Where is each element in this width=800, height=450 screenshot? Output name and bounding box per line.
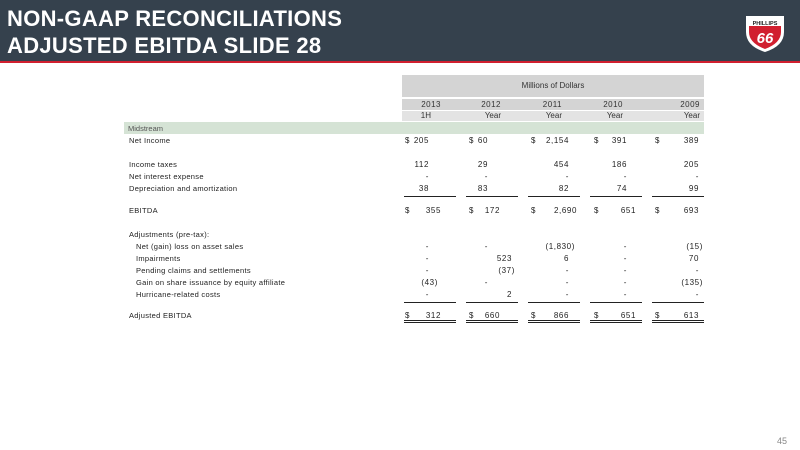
dollar-sign: $	[531, 311, 536, 320]
table-cell: (15)	[686, 242, 703, 251]
table-cell: 38	[418, 184, 429, 193]
total-double-rule	[528, 320, 580, 323]
dollar-sign: $	[655, 136, 660, 145]
table-cell: 172	[484, 206, 500, 215]
table-cell: 389	[683, 136, 699, 145]
table-cell: 613	[683, 311, 699, 320]
dollar-sign: $	[469, 206, 474, 215]
row-label: Depreciation and amortization	[129, 184, 238, 193]
table-cell: -	[565, 278, 569, 287]
row-label: Net (gain) loss on asset sales	[136, 242, 244, 251]
table-cell: 83	[477, 184, 488, 193]
period-header: Year	[484, 111, 501, 120]
subtotal-rule	[528, 196, 580, 197]
period-header: Year	[606, 111, 623, 120]
year-header: 2011	[542, 100, 562, 109]
subtotal-rule	[590, 196, 642, 197]
row-label: Net Income	[129, 136, 171, 145]
dollar-sign: $	[469, 311, 474, 320]
period-header: 1H	[420, 111, 431, 120]
dollar-sign: $	[405, 311, 410, 320]
total-double-rule	[466, 320, 518, 323]
table-cell: 70	[688, 254, 699, 263]
table-cell: 205	[683, 160, 699, 169]
table-cell: (43)	[421, 278, 438, 287]
page-number: 45	[777, 436, 788, 446]
table-cell: -	[565, 290, 569, 299]
table-cell: 312	[425, 311, 441, 320]
subtotal-rule	[466, 302, 518, 303]
table-cell: -	[425, 242, 429, 251]
dollar-sign: $	[655, 311, 660, 320]
year-header: 2010	[603, 100, 623, 109]
dollar-sign: $	[405, 206, 410, 215]
table-cell: 454	[553, 160, 569, 169]
subtotal-rule	[528, 302, 580, 303]
slide-title-line1: NON-GAAP RECONCILIATIONS	[7, 6, 343, 31]
section-band	[124, 122, 704, 134]
slide-title-line2: ADJUSTED EBITDA SLIDE 28	[7, 33, 322, 58]
period-header: Year	[683, 111, 700, 120]
subtotal-rule	[404, 302, 456, 303]
table-cell: -	[695, 172, 699, 181]
table-cell: 651	[620, 311, 636, 320]
table-cell: -	[623, 290, 627, 299]
logo-text-66: 66	[756, 30, 774, 47]
table-cell: 693	[683, 206, 699, 215]
table-cell: 866	[553, 311, 569, 320]
table-cell: -	[425, 172, 429, 181]
logo-text-phillips: PHILLIPS	[752, 21, 778, 27]
header-divider	[0, 61, 800, 63]
table-cell: (1,830)	[545, 242, 575, 251]
table-cell: -	[484, 172, 488, 181]
table-cell: 391	[611, 136, 627, 145]
table-cell: 186	[611, 160, 627, 169]
table-cell: 99	[688, 184, 699, 193]
subtotal-rule	[652, 196, 704, 197]
row-label: EBITDA	[129, 206, 158, 215]
total-double-rule	[652, 320, 704, 323]
table-cell: -	[623, 242, 627, 251]
table-cell: -	[484, 242, 488, 251]
table-cell: 74	[616, 184, 627, 193]
table-cell: 651	[620, 206, 636, 215]
total-double-rule	[404, 320, 456, 323]
dollar-sign: $	[531, 136, 536, 145]
dollar-sign: $	[594, 136, 599, 145]
table-cell: 6	[563, 254, 569, 263]
table-cell: 2,154	[545, 136, 569, 145]
table-cell: -	[623, 266, 627, 275]
dollar-sign: $	[655, 206, 660, 215]
table-cell: 205	[413, 136, 429, 145]
table-cell: (135)	[681, 278, 703, 287]
period-header: Year	[545, 111, 562, 120]
table-cell: -	[425, 290, 429, 299]
units-header: Millions of Dollars	[402, 75, 704, 97]
year-header: 2012	[481, 100, 501, 109]
table-cell: -	[623, 254, 627, 263]
row-label: Income taxes	[129, 160, 178, 169]
table-cell: -	[623, 278, 627, 287]
total-double-rule	[590, 320, 642, 323]
dollar-sign: $	[469, 136, 474, 145]
dollar-sign: $	[594, 311, 599, 320]
row-label: Pending claims and settlements	[136, 266, 251, 275]
table-cell: -	[565, 172, 569, 181]
row-label: Adjusted EBITDA	[129, 311, 192, 320]
year-header: 2013	[421, 100, 441, 109]
table-cell: 112	[414, 160, 429, 169]
table-cell: -	[484, 278, 488, 287]
table-cell: 2	[506, 290, 512, 299]
table-cell: 29	[477, 160, 488, 169]
section-label: Midstream	[128, 124, 164, 133]
table-cell: -	[623, 172, 627, 181]
table-cell: (37)	[498, 266, 515, 275]
table-cell: -	[695, 266, 699, 275]
row-label: Gain on share issuance by equity affiliate	[136, 278, 286, 287]
table-cell: 60	[477, 136, 488, 145]
row-label: Hurricane-related costs	[136, 290, 221, 299]
table-cell: 355	[425, 206, 441, 215]
phillips66-logo	[742, 12, 788, 54]
table-cell: -	[695, 290, 699, 299]
row-label: Net interest expense	[129, 172, 204, 181]
table-cell: -	[565, 266, 569, 275]
subtotal-rule	[404, 196, 456, 197]
table-cell: 523	[496, 254, 512, 263]
table-cell: -	[425, 254, 429, 263]
table-cell: 2,690	[553, 206, 577, 215]
table-cell: 82	[558, 184, 569, 193]
row-label: Adjustments (pre-tax):	[129, 230, 210, 239]
dollar-sign: $	[531, 206, 536, 215]
subtotal-rule	[466, 196, 518, 197]
subtotal-rule	[652, 302, 704, 303]
dollar-sign: $	[594, 206, 599, 215]
year-header: 2009	[680, 100, 700, 109]
dollar-sign: $	[405, 136, 410, 145]
table-cell: -	[425, 266, 429, 275]
table-cell: 660	[484, 311, 500, 320]
subtotal-rule	[590, 302, 642, 303]
row-label: Impairments	[136, 254, 181, 263]
